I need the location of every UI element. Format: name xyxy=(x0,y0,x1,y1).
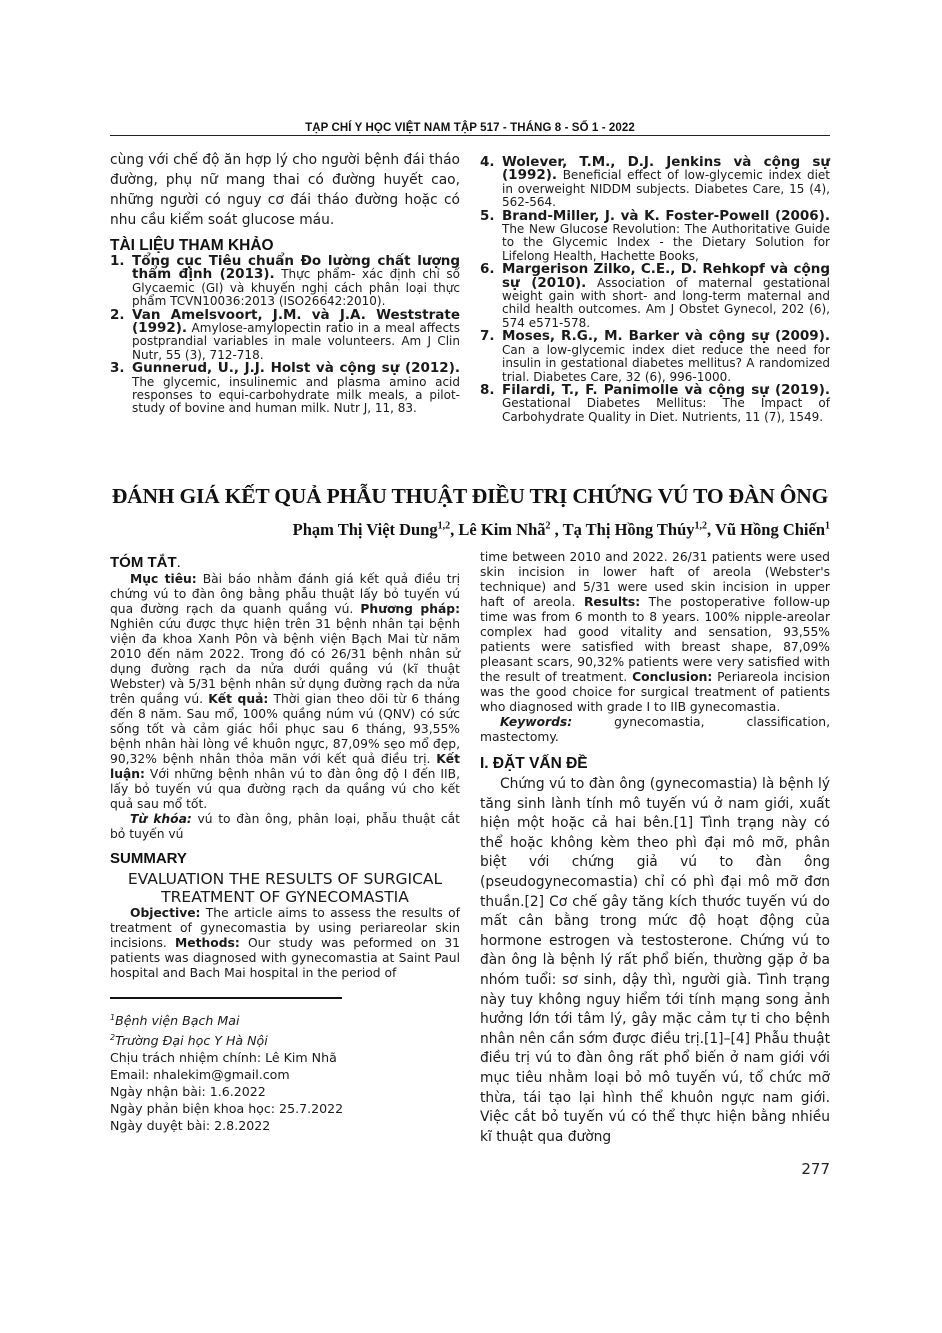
tom-tat-heading: TÓM TẮT. xyxy=(110,554,181,571)
references-heading: TÀI LIỆU THAM KHẢO xyxy=(110,237,274,254)
abstract-right-column xyxy=(480,550,830,1147)
author-name: Phạm Thị Việt Dung xyxy=(292,520,438,539)
affiliation-1: $^1$Bệnh viện Bạch Mai xyxy=(110,1013,240,1029)
author-affiliation: 1 xyxy=(825,520,830,532)
footnote-separator xyxy=(110,997,342,999)
reference-item: 8. Filardi, T., F. Panimolle và cộng sự (2019). Gestational Diabetes Mellitus: The Impact of Carbohydrate Quality in Diet. Nutrients, 11 (7), 1549. xyxy=(480,381,830,424)
author-name: Vũ Hồng Chiến xyxy=(714,520,825,539)
author-list: Phạm Thị Việt Dung$^{1,2}$, Lê Kim Nhã$^2$ , Tạ Thị Hồng Thúy$^{1,2}$, Vũ Hồng Chiến$^1$ xyxy=(292,520,830,539)
intro-heading: I. ĐẶT VẤN ĐỀ xyxy=(480,755,588,772)
references-list-left xyxy=(110,255,460,416)
reference-item: 2. Van Amelsvoort, J.M. và J.A. Weststrate (1992). Amylose-amylopectin ratio in a meal affects postprandial variables in male volunteers. Am J Clin Nutr, 55 (3), 712-718. xyxy=(110,306,460,362)
corresponding-email: Email: nhalekim@gmail.com xyxy=(110,1067,290,1083)
date-reviewed: Ngày phản biện khoa học: 25.7.2022 xyxy=(110,1101,344,1117)
tom-tat-keywords: Từ khóa: vú to đàn ông, phân loại, phẫu thuật cắt bỏ tuyến vú xyxy=(110,812,460,841)
abstract-left-column xyxy=(110,554,460,1134)
footnotes xyxy=(110,1009,460,1134)
prev-article-left-column xyxy=(110,150,460,416)
summary-body-right: time between 2010 and 2022. 26/31 patients were used skin incision in lower haft of areola (Webster's technique) and 5/31 were used skin incision in upper haft of areola. Results: The postoperative follow-up time was from 6 month to 8 years. 100% nipple-areolar complex had good vitality and sensation, 93,55% patients were satisfied with breast shape, 87,09% pleasant scars, 90,32% patients were very satisfied with the result of treatment. Conclusion: Periareola incision was the good choice for surgical treatment of patients who diagnosed with grade I to IIB gynecomastia. xyxy=(480,550,830,714)
reference-item: 3. Gunnerud, U., J.J. Holst và cộng sự (2012). The glycemic, insulinemic and plasma amino acid responses to equi-carbohydrate milk meals, a pilot-study of bovine and human milk. Nutr J, 11, 83. xyxy=(110,360,460,416)
header-rule xyxy=(110,135,830,136)
intro-body: Chứng vú to đàn ông (gynecomastia) là bệnh lý tăng sinh lành tính mô tuyến vú ở nam giới, xuất hiện một hoặc cả hai bên.[1] Tình trạng này có thể hoặc không kèm theo phì đại mô mỡ, phân biệt với chứng giả vú to đàn ông (pseudogynecomastia) chỉ có phì đại mô mỡ đơn thuần.[2] Cơ chế gây tăng kích thước tuyến vú do mất cân bằng trong mức độ hoạt động của hormone estrogen và testosterone. Chứng vú to đàn ông là bệnh lý rất phổ biến, thường gặp ở ba nhóm tuổi: sơ sinh, dậy thì, người già. Tình trạng này tuy không nguy hiểm tới tính mạng song ảnh hưởng lớn tới tâm lý, gây mặc cảm tự ti cho bệnh nhân nên cần sớm được điều trị.[1]–[4] Phẫu thuật điều trị vú to đàn ông rất phổ biến ở nam giới với mục tiêu nhằm loại bỏ mô tuyến vú, tổ chức mỡ thừa, tái tạo lại hình thể khuôn ngực nam giới. Việc cắt bỏ tuyến vú có thể thực hiện bằng nhiều kĩ thuật qua đường xyxy=(480,776,830,1145)
summary-body-left: Objective: The article aims to assess the results of treatment of gynecomastia by using periareolar skin incisions. Methods: Our study was peformed on 31 patients was diagnosed with gynecomastia at Saint Paul hospital and Bach Mai hospital in the period of xyxy=(110,906,460,980)
corresponding-author: Chịu trách nhiệm chính: Lê Kim Nhã xyxy=(110,1050,337,1066)
reference-item: 4. Wolever, T.M., D.J. Jenkins và cộng sự (1992). Beneficial effect of low-glycemic index diet in overweight NIDDM subjects. Diabetes Care, 15 (4), 562-564. xyxy=(480,154,830,210)
date-received: Ngày nhận bài: 1.6.2022 xyxy=(110,1084,266,1100)
author-name: Lê Kim Nhã xyxy=(458,520,546,539)
reference-item: 5. Brand-Miller, J. và K. Foster-Powell (2006). The New Glucose Revolution: The Authoritative Guide to the Glycemic Index - the Dietary Solution for Lifelong Health, Hachette Books, xyxy=(480,207,830,263)
affiliation-2: $^2$Trường Đại học Y Hà Nội xyxy=(110,1033,268,1049)
summary-title: EVALUATION THE RESULTS OF SURGICAL TREATMENT OF GYNECOMASTIA xyxy=(127,870,443,906)
author-affiliation: 1,2 xyxy=(694,520,708,532)
date-accepted: Ngày duyệt bài: 2.8.2022 xyxy=(110,1118,271,1134)
running-header: TẠP CHÍ Y HỌC VIỆT NAM TẬP 517 - THÁNG 8 - SỐ 1 - 2022 xyxy=(305,122,635,134)
tom-tat-body: Mục tiêu: Bài báo nhằm đánh giá kết quả điều trị chứng vú to đàn ông bằng phẫu thuật lấy bỏ tuyến vú qua đường rạch da quanh quầng vú. Phương pháp: Nghiên cứu được thực hiện trên 31 bệnh nhân tại bệnh viện đa khoa Xanh Pôn và bệnh viện Bạch Mai từ năm 2010 đến năm 2022. Trong đó có 26/31 bệnh nhân sử dụng đường rạch da nửa dưới quầng vú (kĩ thuật Webster) và 5/31 bệnh nhân sử dụng đường rạch da nửa trên quầng vú. Kết quả: Thời gian theo dõi từ 6 tháng đến 8 năm. Sau mổ, 100% quầng núm vú (QNV) có sức sống tốt và cảm giác hồi phục sau 6 tháng, 93,55% bệnh nhân hài lòng về khuôn ngực, 87,09% sẹo mổ đẹp, 90,32% bệnh nhân thỏa mãn với kết quả điều trị. Kết luận: Với những bệnh nhân vú to đàn ông độ I đến IIB, lấy bỏ tuyến vú qua đường rạch da quầng vú cho kết quả sau mổ tốt. xyxy=(110,572,461,811)
article-title: ĐÁNH GIÁ KẾT QUẢ PHẪU THUẬT ĐIỀU TRỊ CHỨNG VÚ TO ĐÀN ÔNG xyxy=(111,484,829,508)
prev-article-right-column xyxy=(480,156,830,424)
reference-item: 7. Moses, R.G., M. Barker và cộng sự (2009). Can a low-glycemic index diet reduce the need for insulin in gestational diabetes mellitus? A randomized trial. Diabetes Care, 32 (6), 996-1000. xyxy=(480,328,830,384)
reference-item: 1. Tổng cục Tiêu chuẩn Đo lường chất lượng thẩm định (2013). Thực phẩm- xác định chỉ số Glycaemic (GI) và khuyến nghị cách phân loại thực phẩm TCVN10036:2013 (ISO26642:2010). xyxy=(110,253,460,309)
summary-heading: SUMMARY xyxy=(110,850,187,867)
references-list-right xyxy=(480,156,830,424)
page-number: 277 xyxy=(801,1160,830,1178)
prev-article-closing-paragraph: cùng với chế độ ăn hợp lý cho người bệnh đái tháo đường, phụ nữ mang thai có đường huyết cao, những người có nguy cơ đái tháo đường hoặc có nhu cầu kiểm soát glucose máu. xyxy=(110,152,460,228)
reference-item: 6. Margerison Zilko, C.E., D. Rehkopf và cộng sự (2010). Association of maternal gestational weight gain with short- and long-term maternal and child health outcomes. Am J Obstet Gynecol, 202 (6), 574 e571-578. xyxy=(480,261,831,330)
author-name: Tạ Thị Hồng Thúy xyxy=(562,520,695,539)
summary-keywords: Keywords: gynecomastia, classification, mastectomy. xyxy=(480,715,830,744)
author-affiliation: 1,2 xyxy=(437,520,451,532)
author-affiliation: 2 xyxy=(545,520,551,532)
